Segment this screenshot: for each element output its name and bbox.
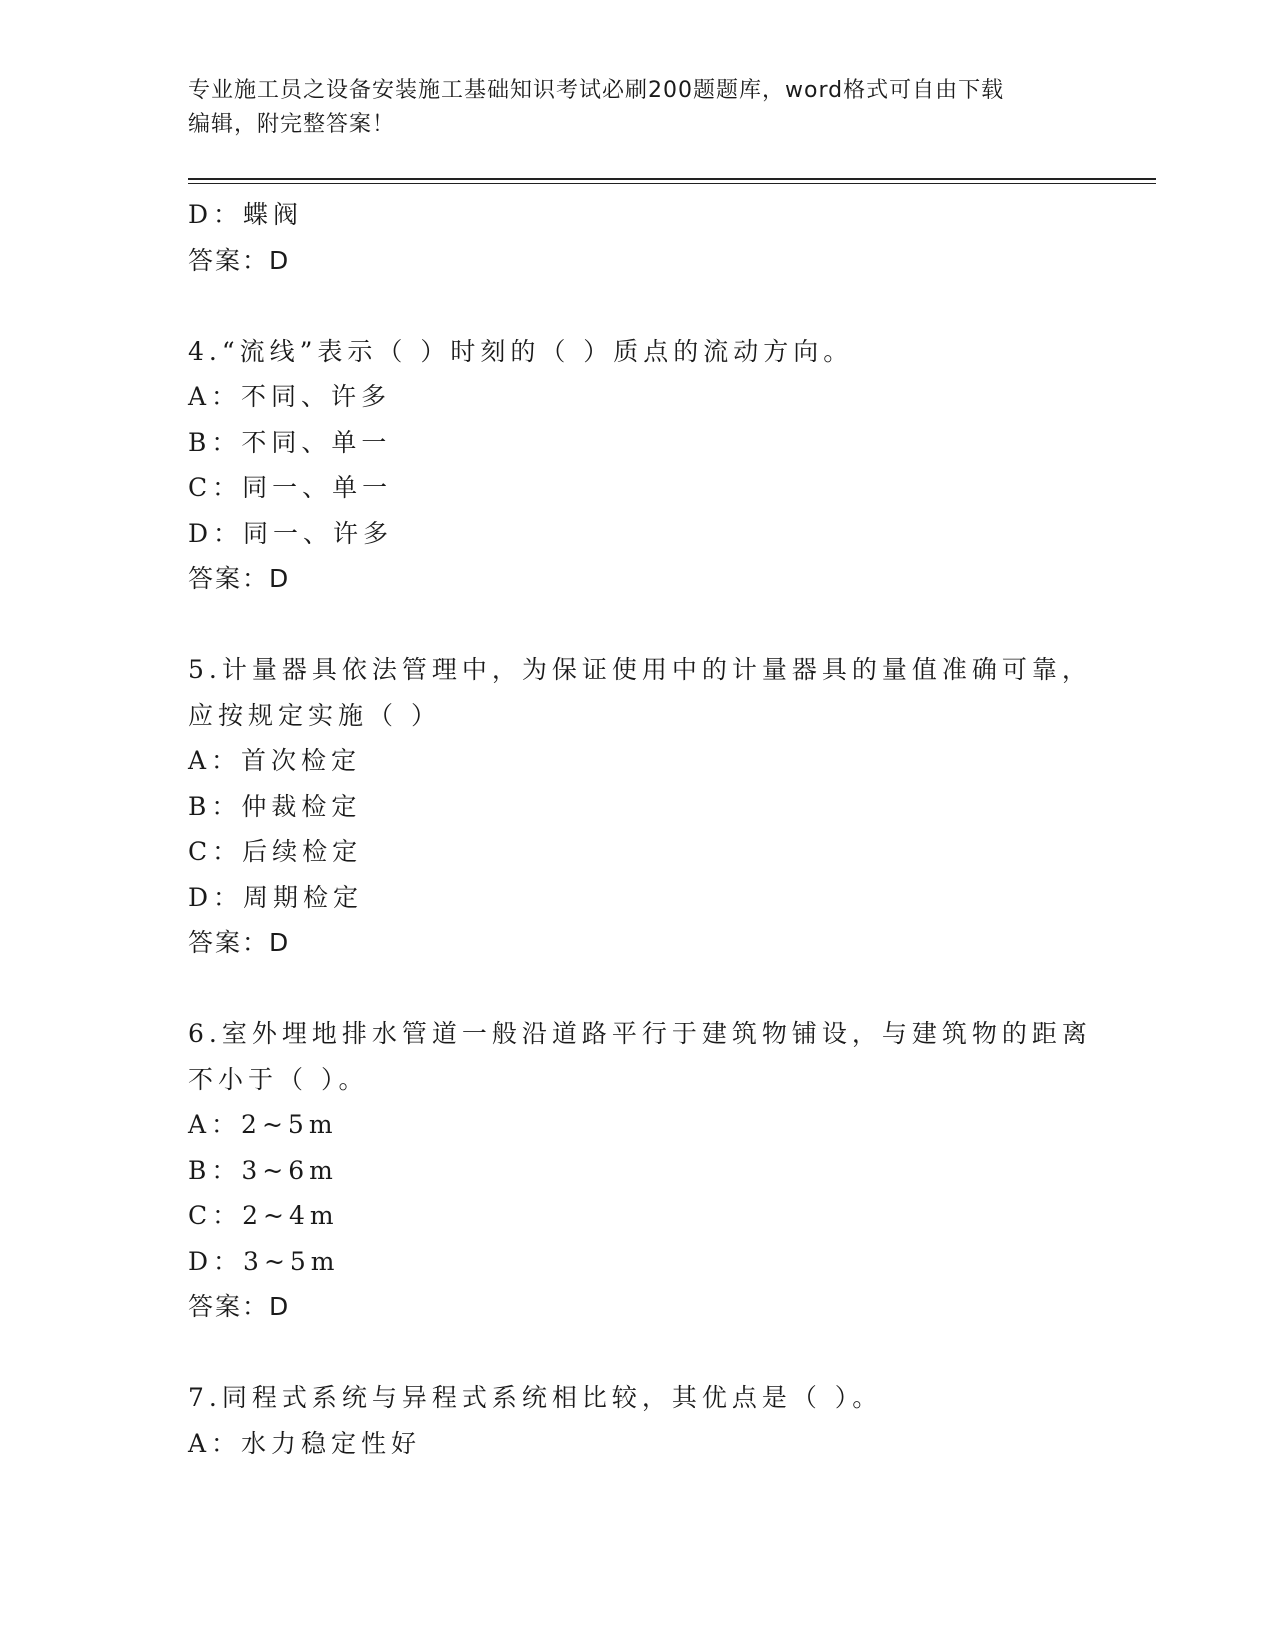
header-divider-thin (188, 183, 1156, 184)
option-d: D：同一、许多 (188, 518, 394, 548)
header-divider-thick (188, 178, 1156, 180)
option-a: A：2~5m (188, 1110, 338, 1139)
option-c: C：同一、单一 (188, 473, 393, 502)
option-d: D：3~5m (188, 1246, 340, 1276)
spacer (188, 1330, 1088, 1376)
option-b: B：3~6m (188, 1155, 338, 1185)
option-a: A：首次检定 (188, 746, 362, 775)
page-header (188, 74, 1088, 142)
header-title-line-2: 编辑，附完整答案！ (188, 112, 396, 137)
question-block-5 (188, 647, 1092, 966)
question-list (188, 192, 1092, 1466)
answer-line: 答案：D (188, 1292, 291, 1321)
question-stem-line-1: 6.室外埋地排水管道一般沿道路平行于建筑物铺设，与建筑物的距离 (188, 1019, 1092, 1048)
answer-line: 答案：D (188, 928, 291, 957)
option-c: C：2~4m (188, 1201, 339, 1230)
question-block-4 (188, 329, 1088, 602)
question-block-6 (188, 1011, 1092, 1330)
question-stem: 7.同程式系统与异程式系统相比较，其优点是（ ）。 (188, 1383, 883, 1412)
question-stem: 4.“流线”表示（ ）时刻的（ ）质点的流动方向。 (188, 336, 854, 366)
option-d: D：蝶阀 (188, 200, 304, 229)
question-block-3 (188, 192, 1088, 283)
option-b: B：不同、单一 (188, 427, 392, 457)
answer-line: 答案：D (188, 564, 291, 593)
answer-line: 答案：D (188, 245, 291, 275)
header-title-line-1: 专业施工员之设备安装施工基础知识考试必刷200题题库，word格式可自由下载 (188, 78, 1005, 103)
option-a: A：水力稳定性好 (188, 1428, 422, 1458)
spacer (188, 602, 1088, 648)
question-block-7 (188, 1375, 1088, 1466)
spacer (188, 283, 1088, 329)
question-stem-line-1: 5.计量器具依法管理中，为保证使用中的计量器具的量值准确可靠， (188, 655, 1092, 684)
option-d: D：周期检定 (188, 882, 364, 912)
spacer (188, 966, 1088, 1012)
option-c: C：后续检定 (188, 837, 363, 866)
question-stem-line-2: 不小于（ ）。 (188, 1064, 369, 1094)
question-stem-line-2: 应按规定实施（ ） (188, 700, 441, 730)
option-a: A：不同、许多 (188, 382, 392, 411)
option-b: B：仲裁检定 (188, 791, 362, 821)
